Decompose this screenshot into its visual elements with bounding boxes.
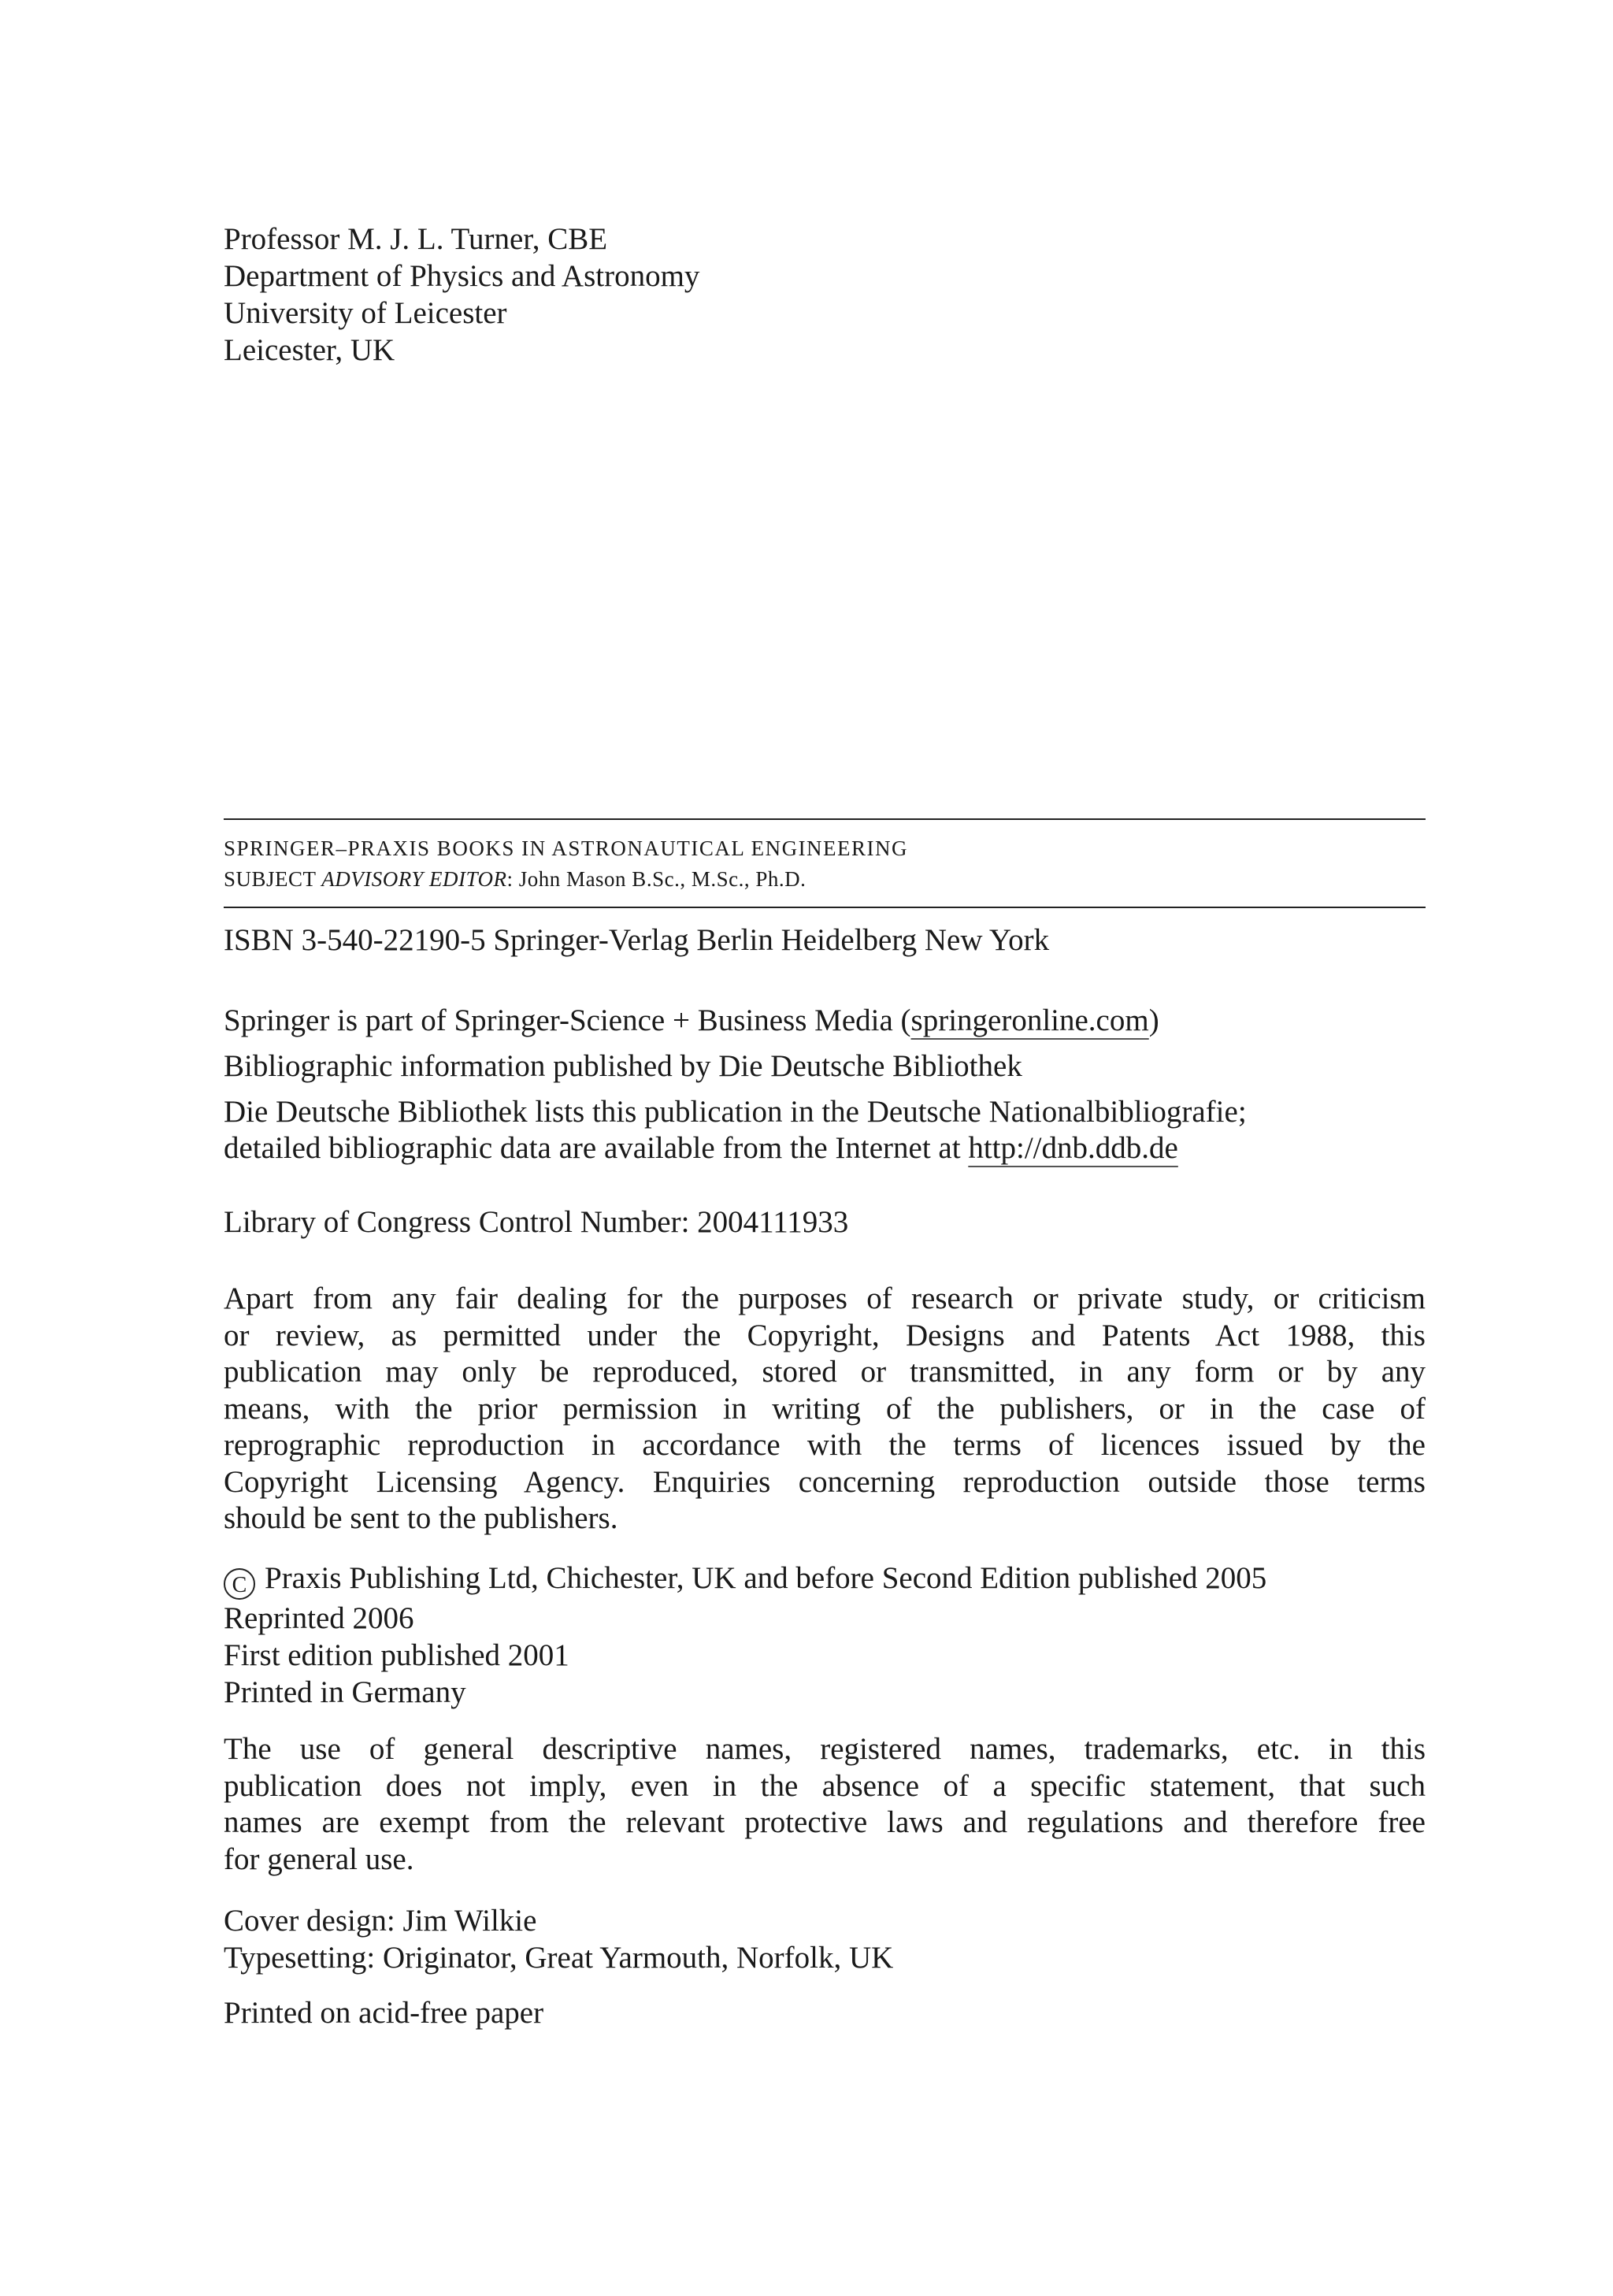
isbn-block	[224, 922, 1426, 959]
isbn: ISBN 3-540-22190-5 Springer-Verlag Berlin Heidelberg New York	[224, 923, 1050, 957]
biblio-heading: Bibliographic information published by Die Deutsche Bibliothek	[224, 1049, 1022, 1083]
fair-dealing-line: Apart from any fair dealing for the purposes of research or private study, or criticism	[224, 1282, 1426, 1315]
fair-dealing-line: or review, as permitted under the Copyright, Designs and Patents Act 1988, this	[224, 1318, 1426, 1352]
series-title: SPRINGER–PRAXIS BOOKS IN ASTRONAUTICAL ENGINEERING	[224, 836, 909, 860]
trademark-line: for general use.	[224, 1842, 414, 1876]
series-editor-name: : John Mason B.Sc., M.Sc., Ph.D.	[506, 867, 806, 891]
biblio-line-2: detailed bibliographic data are available from the Internet at http://dnb.ddb.de	[224, 1131, 1178, 1165]
cover-design: Cover design: Jim Wilkie	[224, 1904, 537, 1938]
series-rule-bottom	[224, 907, 1426, 908]
fair-dealing-paragraph	[224, 1281, 1426, 1537]
trademark-line: The use of general descriptive names, registered names, trademarks, etc. in this	[224, 1732, 1426, 1766]
paper-block	[224, 1994, 1426, 2031]
fair-dealing-line: should be sent to the publishers.	[224, 1501, 618, 1535]
trademark-line: publication does not imply, even in the absence of a specific statement, that such	[224, 1768, 1426, 1803]
fair-dealing-line: Copyright Licensing Agency. Enquiries concerning reproduction outside those terms	[224, 1464, 1426, 1499]
fair-dealing-line: publication may only be reproduced, stored or transmitted, in any form or by any	[224, 1355, 1426, 1389]
credits-block	[224, 1902, 1426, 1976]
fair-dealing-line: means, with the prior permission in writing of the publishers, or in the case of	[224, 1391, 1426, 1426]
series-editor-role: ADVISORY EDITOR	[321, 867, 507, 891]
springer-part: Springer is part of Springer-Science + Business Media (springeronline.com)	[224, 1003, 1159, 1037]
copyright-printed-in: Printed in Germany	[224, 1675, 466, 1709]
typesetting: Typesetting: Originator, Great Yarmouth, Norfolk, UK	[224, 1941, 894, 1975]
author-university: University of Leicester	[224, 296, 507, 330]
fair-dealing-line: reprographic reproduction in accordance with the terms of licences issued by the	[224, 1428, 1426, 1462]
biblio-line-1: Die Deutsche Bibliothek lists this publication in the Deutsche Nationalbibliografie;	[224, 1095, 1247, 1129]
trademark-paragraph	[224, 1731, 1426, 1878]
springer-block	[224, 998, 1426, 1167]
series-rule-top	[224, 818, 1426, 820]
springeronline-link[interactable]: springeronline.com	[910, 1003, 1149, 1037]
loc-number: Library of Congress Control Number: 2004111933	[224, 1205, 849, 1239]
author-department: Department of Physics and Astronomy	[224, 259, 700, 293]
author-name: Professor M. J. L. Turner, CBE	[224, 222, 608, 256]
series-info	[224, 833, 1426, 895]
series-editor: SUBJECT ADVISORY EDITOR: John Mason B.Sc., M.Sc., Ph.D.	[224, 867, 806, 891]
dnb-link[interactable]: http://dnb.ddb.de	[968, 1131, 1178, 1165]
copyright-line-1: C Praxis Publishing Ltd, Chichester, UK and before Second Edition published 2005	[224, 1560, 1426, 1600]
author-address	[224, 221, 1426, 369]
copyright-icon: C	[224, 1568, 255, 1600]
loc-block	[224, 1204, 1426, 1241]
copyright-first-edition: First edition published 2001	[224, 1638, 569, 1672]
author-location: Leicester, UK	[224, 333, 395, 367]
copyright-block	[224, 1560, 1426, 1711]
trademark-line: names are exempt from the relevant protective laws and regulations and therefore free	[224, 1805, 1426, 1839]
acid-free-paper: Printed on acid-free paper	[224, 1996, 544, 2030]
copyright-reprinted: Reprinted 2006	[224, 1601, 414, 1635]
